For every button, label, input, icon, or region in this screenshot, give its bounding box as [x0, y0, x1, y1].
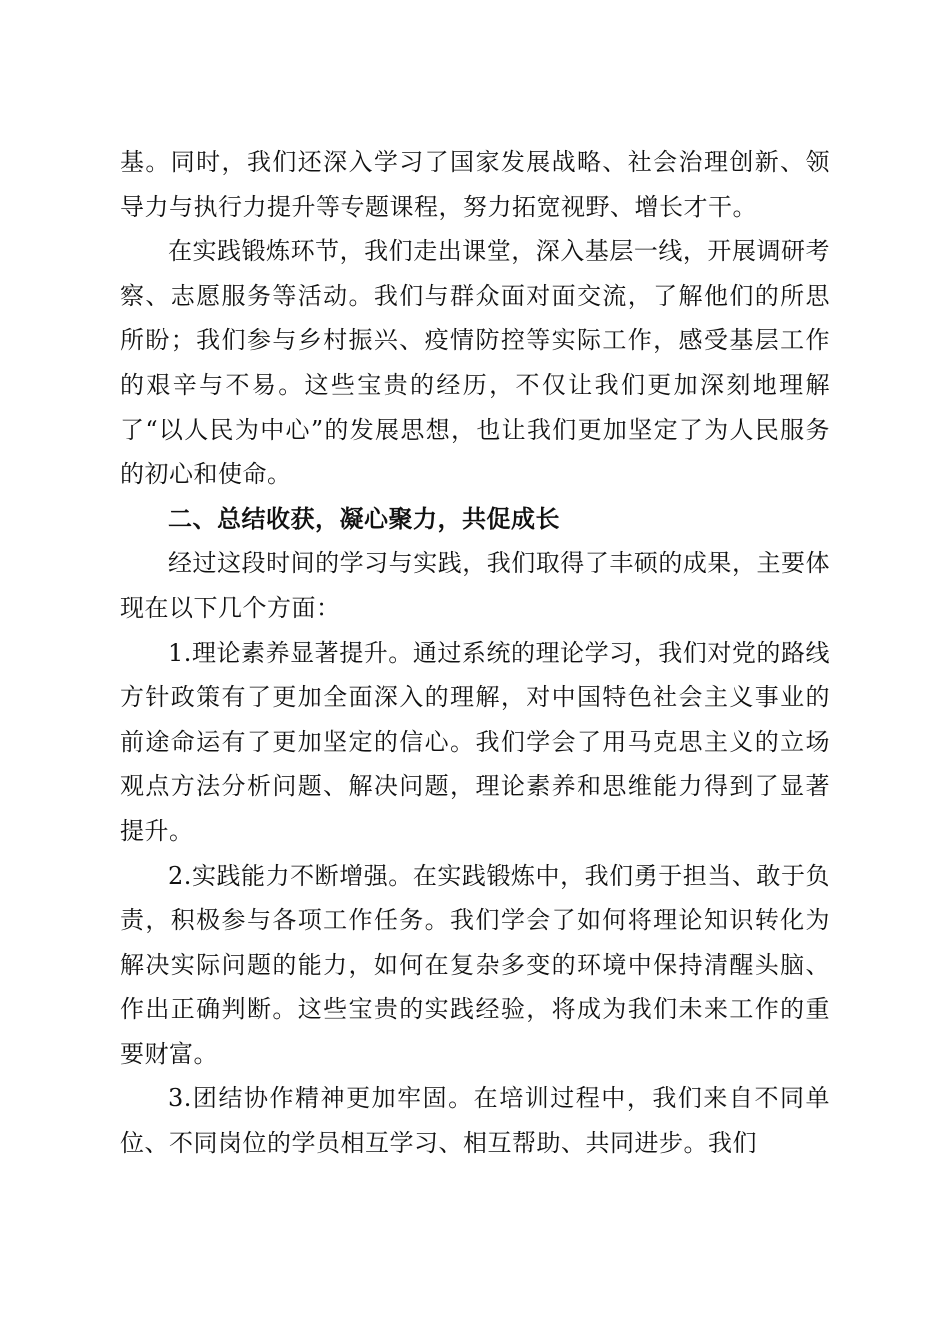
paragraph-summary-intro: 经过这段时间的学习与实践，我们取得了丰硕的成果，主要体现在以下几个方面：: [120, 549, 830, 622]
paragraph-item-1: 1.理论素养显著提升。通过系统的理论学习，我们对党的路线方针政策有了更加全面深入的理解，对中国特色社会主义事业的前途命运有了更加坚定的信心。我们学会了用马克思主义的立场观点方法分析问题、解决问题，理论素养和思维能力得到了显著提升。: [120, 638, 830, 845]
paragraph-item-3: 3.团结协作精神更加牢固。在培训过程中，我们来自不同单位、不同岗位的学员相互学习、相互帮助、共同进步。我们: [120, 1084, 830, 1158]
paragraph-continuation: 基。同时，我们还深入学习了国家发展战略、社会治理创新、领导力与执行力提升等专题课程，努力拓宽视野、增长才干。: [120, 148, 830, 221]
section-heading: 二、总结收获，凝心聚力，共促成长: [168, 504, 560, 533]
paragraph-practice: 在实践锻炼环节，我们走出课堂，深入基层一线，开展调研考察、志愿服务等活动。我们与群众面对面交流，了解他们的所思所盼；我们参与乡村振兴、疫情防控等实际工作，感受基层工作的艰辛与不易。这些宝贵的经历，不仅让我们更加深刻地理解了“以人民为中心”的发展思想，也让我们更加坚定了为人民服务的初心和使命。: [120, 237, 830, 489]
document-body: [120, 140, 830, 1166]
paragraph-item-2: 2.实践能力不断增强。在实践锻炼中，我们勇于担当、敢于负责，积极参与各项工作任务。我们学会了如何将理论知识转化为解决实际问题的能力，如何在复杂多变的环境中保持清醒头脑、作出正确判断。这些宝贵的实践经验，将成为我们未来工作的重要财富。: [120, 861, 830, 1068]
